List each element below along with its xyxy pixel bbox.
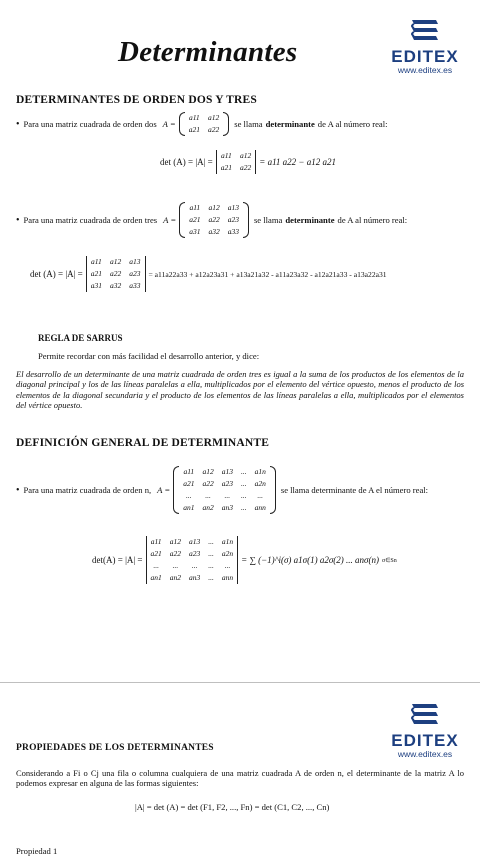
sarrus-intro: Permite recordar con más facilidad el desarrollo anterior, y dice: <box>38 351 260 361</box>
formula-det-2x2 <box>160 150 336 174</box>
matrix-entry: a22 <box>110 269 122 278</box>
bullet-orden-dos <box>16 112 387 136</box>
matrix-entry: a11 <box>221 151 232 160</box>
propiedades-formula: |A| = det (A) = det (F1, F2, ..., Fn) = det (C1, C2, ..., Cn) <box>135 802 330 812</box>
matrix-entry: a21 <box>220 163 232 172</box>
logo-url: www.editex.es <box>397 65 453 75</box>
editex-logo-2 <box>380 700 470 759</box>
matrix-entry: a32 <box>208 227 220 236</box>
bullet-text-mid: se llama <box>234 119 263 129</box>
matrix-3x3 <box>179 202 249 238</box>
matrix-2x2 <box>179 112 230 136</box>
logo-url: www.editex.es <box>397 749 453 759</box>
formula-rhs: = ∑ (−1)^i(σ) a1σ(1) a2σ(2) ... anσ(n) <box>241 555 379 565</box>
matrix-entry: a12 <box>240 151 252 160</box>
sum-subscript: σ∈Sn <box>381 557 397 564</box>
matrix-entry: ann <box>221 573 234 582</box>
matrix-entry: a12 <box>202 467 214 476</box>
propiedades-intro-text: Considerando a Fi o Cj una fila o columna cualquiera de una matriz cuadrada A de orden n, el determinante de la matriz A lo podemos expresar en alguna de las formas siguientes: <box>16 768 464 789</box>
matrix-entry: an3 <box>221 503 233 512</box>
matrix-entry: a21 <box>90 269 102 278</box>
matrix-entry: a2n <box>254 479 266 488</box>
bullet-text-post: de A al número real: <box>337 215 408 225</box>
matrix-entry: a22 <box>207 125 220 134</box>
stacked-books-icon <box>408 700 442 732</box>
bullet-icon: • <box>16 118 20 130</box>
matrix-entry: a22 <box>202 479 214 488</box>
matrix-entry: an1 <box>183 503 195 512</box>
matrix-entry: ... <box>240 491 247 500</box>
formula-rhs: = a11a22a33 + a12a23a31 + a13a21a32 - a11a23a32 - a12a21a33 - a13a22a31 <box>148 269 387 279</box>
formula-lhs: det (A) = |A| = <box>30 269 83 279</box>
matrix-entry: ... <box>186 491 192 500</box>
matrix-entry: ... <box>224 561 231 570</box>
bullet-text-pre: Para una matriz cuadrada de orden n, <box>23 485 152 495</box>
matrix-entry: a23 <box>221 479 233 488</box>
matrix-entry: a22 <box>169 549 181 558</box>
matrix-entry: a32 <box>110 281 122 290</box>
matrix-entry: a11 <box>150 537 162 546</box>
matrix-entry: an3 <box>189 573 201 582</box>
matrix-entry: a13 <box>227 203 239 212</box>
bullet-text-pre: Para una matriz cuadrada de orden tres <box>23 215 158 225</box>
matrix-entry: a12 <box>208 203 220 212</box>
matrix-entry: a12 <box>110 257 122 266</box>
sarrus-heading: REGLA DE SARRUS <box>38 333 123 343</box>
matrix-entry: a13 <box>189 537 201 546</box>
matrix-entry: a33 <box>227 227 239 236</box>
matrix-entry: a1n <box>254 467 266 476</box>
bullet-text-post: se llama determinante de A el número real: <box>280 485 429 495</box>
matrix-entry: ... <box>240 503 247 512</box>
matrix-entry: ... <box>240 479 247 488</box>
matrix-entry: a21 <box>150 549 162 558</box>
section-heading-definicion-general: DEFINICIÓN GENERAL DE DETERMINANTE <box>16 437 270 449</box>
stacked-books-icon <box>408 16 442 48</box>
formula-lhs: det (A) = |A| = <box>160 157 213 167</box>
sarrus-rule-text: El desarrollo de un determinante de una matriz cuadrada de orden tres es igual a la suma de los productos de los elementos de la diagonal principal y los de las líneas paralelas a ella, multiplicados por el elemento del vértice opuesto, menos el producto de los elementos de la diagonal secundaria y el producto de los elementos de las líneas paralelas a ella, multiplicados por el elementos del vértice opuesto. <box>16 369 464 410</box>
matrix-entry: an2 <box>202 503 214 512</box>
propiedad-1-label: Propiedad 1 <box>16 846 58 856</box>
matrix-entry: a23 <box>189 549 201 558</box>
matrix-entry: a11 <box>183 467 195 476</box>
matrix-entry: a12 <box>207 113 220 122</box>
matrix-entry: ... <box>205 491 211 500</box>
logo-brand: EDITEX <box>391 731 459 750</box>
matrix-entry: a21 <box>189 215 201 224</box>
formula-det-3x3 <box>30 256 387 292</box>
formula-det-general <box>92 536 397 584</box>
determinant-nxn <box>146 536 239 584</box>
logo-brand: EDITEX <box>391 47 459 66</box>
bullet-orden-n <box>16 466 428 514</box>
matrix-entry: ... <box>208 549 214 558</box>
matrix-entry: ann <box>254 503 266 512</box>
matrix-entry: ... <box>240 467 247 476</box>
matrix-entry: a1n <box>221 537 234 546</box>
matrix-label: A = <box>162 119 176 129</box>
matrix-entry: a13 <box>129 257 141 266</box>
bullet-text-mid: se llama <box>253 215 283 225</box>
formula-lhs: det(A) = |A| = <box>92 555 143 565</box>
editex-logo <box>380 16 470 75</box>
matrix-entry: a11 <box>188 113 200 122</box>
matrix-entry: a11 <box>189 203 201 212</box>
matrix-entry: ... <box>208 537 214 546</box>
bullet-text-post: de A al número real: <box>317 119 388 129</box>
matrix-entry: a31 <box>189 227 201 236</box>
bullet-orden-tres <box>16 202 407 238</box>
matrix-entry: a11 <box>91 257 102 266</box>
matrix-entry: ... <box>208 573 214 582</box>
determinant-2x2 <box>216 150 257 174</box>
matrix-entry: an1 <box>150 573 162 582</box>
matrix-entry: ... <box>172 561 179 570</box>
matrix-entry: a31 <box>90 281 102 290</box>
bullet-text-bold: determinante <box>265 119 315 129</box>
bullet-text-pre: Para una matriz cuadrada de orden dos <box>23 119 157 129</box>
matrix-entry: a21 <box>188 125 200 134</box>
matrix-label: A = <box>157 485 171 495</box>
matrix-entry: a23 <box>129 269 141 278</box>
page-title: Determinantes <box>118 36 298 68</box>
matrix-label: A = <box>163 215 177 225</box>
matrix-entry: a13 <box>221 467 233 476</box>
matrix-nxn <box>173 466 276 514</box>
matrix-entry: ... <box>257 491 264 500</box>
matrix-entry: a22 <box>240 163 252 172</box>
matrix-entry: a21 <box>183 479 195 488</box>
section-heading-orden-dos-tres: DETERMINANTES DE ORDEN DOS Y TRES <box>16 94 258 106</box>
matrix-entry: a33 <box>129 281 141 290</box>
matrix-entry: a12 <box>169 537 181 546</box>
matrix-entry: an2 <box>169 573 181 582</box>
bullet-icon: • <box>16 214 20 226</box>
matrix-entry: ... <box>208 561 214 570</box>
matrix-entry: a2n <box>221 549 234 558</box>
matrix-entry: ... <box>153 561 159 570</box>
matrix-entry: a22 <box>208 215 220 224</box>
matrix-entry: ... <box>191 561 198 570</box>
page-divider <box>0 682 480 683</box>
bullet-icon: • <box>16 484 20 496</box>
matrix-entry: a23 <box>227 215 239 224</box>
section-heading-propiedades: PROPIEDADES DE LOS DETERMINANTES <box>16 743 214 753</box>
matrix-entry: ... <box>224 491 231 500</box>
determinant-3x3 <box>86 256 146 292</box>
formula-rhs: = a11 a22 − a12 a21 <box>259 157 336 167</box>
bullet-text-bold: determinante <box>285 215 335 225</box>
